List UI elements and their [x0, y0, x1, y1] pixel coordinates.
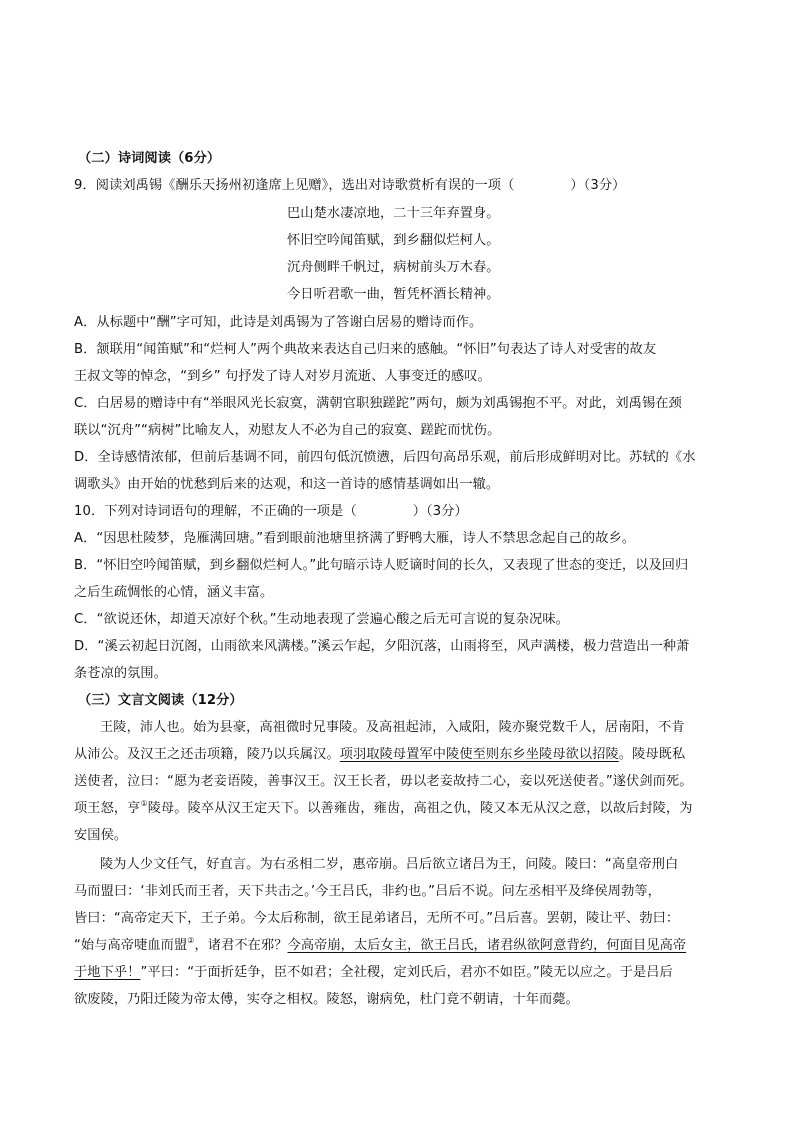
q10-option-b-cont: 之后生疏惆怅的心情，涵义丰富。: [74, 585, 274, 600]
passage-text: “始与高帝啑血而盟: [74, 938, 188, 953]
question-10-stem-text: 10．下列对诗词语句的理解，不正确的一项是（: [74, 504, 357, 519]
q9-option-b-cont: 王叔文等的悼念，“到乡” 句抒发了诗人对岁月流逝、人事变迁的感叹。: [74, 369, 491, 384]
question-9-stem-text: 9．阅读刘禹锡《酬乐天扬州初逢席上见赠》，选出对诗歌赏析有误的一项（: [74, 178, 515, 193]
passage-line: 送使者，泣曰：“愿为老妾语陵，善事汉王。汉王长者，毋以老妾故持二心，妾以死送使者。”遂伏剑而死。: [74, 774, 693, 789]
q10-option-d-cont: 条苍凉的氛围。: [74, 666, 168, 681]
passage-line: 皆曰：“高帝定天下，王子弟。今太后称制，欲王昆弟诸吕，无所不可。”吕后喜。罢朝，陵让平、勃曰：: [74, 911, 680, 926]
footnote-marker: ①: [140, 799, 148, 808]
q10-option-a: A．“因思杜陵梦，凫雁满回塘。”看到眼前池塘里挤满了野鸭大雁，诗人不禁思念起自己的故乡。: [74, 531, 636, 546]
underlined-sentence: 于地下乎！: [74, 965, 141, 980]
passage-line: [74, 745, 724, 765]
passage-line: 安国侯。: [74, 828, 128, 843]
section-heading-poetry: （二）诗词阅读（6分）: [78, 151, 221, 166]
q10-option-b: B．“怀旧空吟闻笛赋，到乡翻似烂柯人。”此句暗示诗人贬谪时间的长久，又表现了世态的变迁，以及回归: [74, 558, 689, 573]
passage-line: [74, 799, 724, 819]
footnote-marker: ②: [187, 936, 195, 945]
poem-line: 怀旧空吟闻笛赋，到乡翻似烂柯人。: [287, 233, 500, 248]
poem-line: 沉舟侧畔千帆过，病树前头万木春。: [287, 260, 500, 275]
underlined-sentence: 项羽取陵母置军中陵使至则东乡坐陵母欲以招陵: [339, 747, 619, 762]
question-9-score: ）（3分）: [570, 178, 626, 193]
passage-line: 欲废陵，乃阳迁陵为帝太傅，实夺之相权。陵怒，谢病免，杜门竟不朝请，十年而薨。: [74, 992, 579, 1007]
passage-text: 陵母。陵卒从汉王定天下。以善雍齿，雍齿，高祖之仇，陵又本无从汉之意，以故后封陵，为: [147, 801, 693, 816]
poem-line: 巴山楚水凄凉地，二十三年弃置身。: [287, 206, 500, 221]
passage-text: 。陵母既私: [618, 747, 686, 762]
passage-line: 陵为人少文任气，好直言。为右丞相二岁，惠帝崩。吕后欲立诸吕为王，问陵。陵曰：“高皇帝刑白: [100, 857, 679, 872]
underlined-sentence: 今高帝崩，太后女主，欲王吕氏，诸君纵欲阿意背约，何面目见高帝: [287, 938, 687, 953]
passage-text: ，诸君不在邪？: [194, 938, 288, 953]
poem-line: 今日听君歌一曲，暂凭杯酒长精神。: [287, 287, 500, 302]
q10-option-c: C．“欲说还休，却道天凉好个秋。”生动地表现了尝遍心酸之后无可言说的复杂况味。: [74, 612, 569, 627]
q9-option-d: D．全诗感情浓郁，但前后基调不同，前四句低沉愤懑，后四句高昂乐观，前后形成鲜明对比。苏轼的《水: [74, 450, 696, 465]
question-9-stem: [74, 176, 724, 196]
q9-option-c: C．白居易的赠诗中有“举眼风光长寂寞，满朝官职独蹉跎”两句，颇为刘禹锡抱不平。对此，刘禹锡在颈: [74, 396, 682, 411]
section-heading-classical: （三）文言文阅读（12分）: [78, 693, 243, 708]
passage-line: 王陵，沛人也。始为县豪，高祖微时兄事陵。及高祖起沛，入咸阳，陵亦聚党数千人，居南阳，不肯: [100, 720, 685, 735]
q10-option-d: D．“溪云初起日沉阁，山雨欲来风满楼。”溪云乍起，夕阳沉落，山雨将至，风声满楼，极力营造出一种萧: [74, 639, 690, 654]
passage-line: [74, 963, 724, 983]
passage-line: 马而盟曰：‘非刘氏而王者，天下共击之。’今王吕氏，非约也。”吕后不说。问左丞相平及绛侯周勃等，: [74, 884, 661, 899]
passage-text: 从沛公。及汉王之还击项籍，陵乃以兵属汉。: [74, 747, 340, 762]
q9-option-a: A．从标题中“酬”字可知，此诗是刘禹锡为了答谢白居易的赠诗而作。: [74, 315, 483, 330]
question-10-score: ）（3分）: [412, 504, 468, 519]
q9-option-c-cont: 联以“沉舟”“病树”比喻友人，劝慰友人不必为自己的寂寞、蹉跎而忧伤。: [74, 423, 501, 438]
question-10-stem: [74, 502, 724, 522]
q9-option-d-cont: 调歌头》由开始的忧愁到后来的达观，和这一首诗的感情基调如出一辙。: [74, 477, 500, 492]
passage-text: ”平曰：“于面折廷争，臣不如君；全社稷，定刘氏后，君亦不如臣。”陵无以应之。于是吕后: [140, 965, 673, 980]
passage-line: [74, 936, 724, 956]
passage-text: 项王怒，亨: [74, 801, 141, 816]
q9-option-b: B．颔联用“闻笛赋”和“烂柯人”两个典故来表达自己归来的感触。“怀旧”句表达了诗人对受害的故友: [74, 342, 657, 357]
